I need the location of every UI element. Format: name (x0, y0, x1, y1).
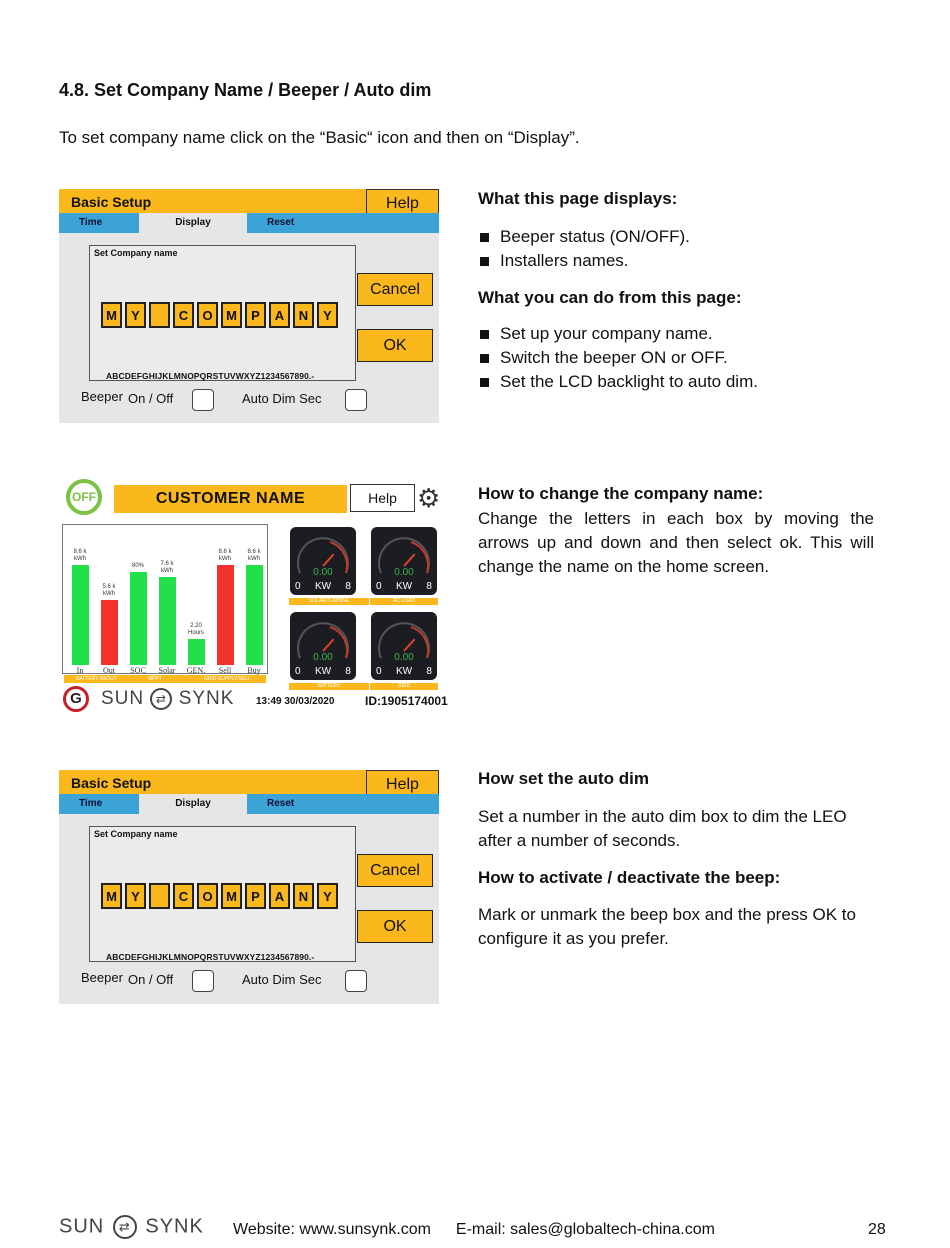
gauge-max: 8 (345, 666, 351, 677)
list-item: Set the LCD backlight to auto dim. (478, 370, 758, 394)
bar-category-label: Buy (247, 666, 261, 675)
gauge-unit: KW (314, 581, 332, 592)
on-off-label: On / Off (128, 972, 174, 987)
device-id: ID:1905174001 (365, 694, 448, 708)
footer-logo-synk: SYNK (145, 1215, 204, 1238)
heading-change-name: How to change the company name: (478, 484, 764, 503)
can-do-list (478, 322, 758, 394)
home-screen (59, 476, 449, 720)
logo-symbol-icon: ⇄ (113, 1215, 137, 1239)
help-button[interactable]: Help (366, 770, 439, 799)
tab-display[interactable]: Display (139, 213, 247, 235)
letter-box[interactable]: C (173, 302, 194, 328)
gauge-min: 0 (376, 581, 382, 592)
gauge-value: 0.00 (394, 652, 414, 663)
letter-box[interactable]: A (269, 302, 290, 328)
auto-dim-input[interactable] (345, 970, 367, 992)
tab-time[interactable]: Time (79, 217, 103, 228)
customer-name-banner: CUSTOMER NAME (114, 485, 347, 513)
bar-value-label: 2.20 Hours (187, 623, 204, 636)
gauge-unit: KW (314, 666, 332, 677)
beeper-checkbox[interactable] (192, 389, 214, 411)
footer-logo (59, 1215, 204, 1239)
company-name-label: Set Company name (94, 829, 178, 839)
displays-list (478, 225, 690, 273)
beeper-checkbox[interactable] (192, 970, 214, 992)
intro-text: To set company name click on the “Basic“ icon and then on “Display”. (59, 128, 580, 147)
letter-box[interactable]: O (197, 883, 218, 909)
setup-header: Basic Setup (59, 189, 366, 213)
letter-box[interactable]: Y (125, 883, 146, 909)
chart-bar (246, 565, 263, 665)
off-status-icon[interactable]: OFF (66, 479, 102, 515)
tab-reset[interactable]: Reset (267, 798, 295, 809)
footer-website[interactable]: Website: www.sunsynk.com (233, 1221, 431, 1238)
letter-box[interactable]: O (197, 302, 218, 328)
letter-box[interactable]: M (221, 302, 242, 328)
letter-boxes (101, 302, 338, 328)
bar-category-label: In (76, 666, 84, 675)
bar-category-label: Solar (158, 666, 176, 675)
letter-box[interactable]: Y (125, 302, 146, 328)
energy-bar-chart (62, 524, 268, 674)
chart-bar (217, 565, 234, 665)
list-item: Beeper status (ON/OFF). (478, 225, 690, 249)
company-name-box (89, 245, 356, 381)
gauge-scale (295, 666, 351, 677)
letter-box[interactable]: M (101, 883, 122, 909)
cancel-button[interactable]: Cancel (357, 854, 433, 887)
footer-logo-sun: SUN (59, 1215, 105, 1238)
letter-box[interactable] (149, 883, 170, 909)
power-gauge (371, 612, 437, 680)
alphabet-strip: ABCDEFGHIJKLMNOPQRSTUVWXYZ1234567890.- (106, 952, 315, 962)
letter-boxes (101, 883, 338, 909)
gear-icon[interactable]: ⚙ (417, 483, 441, 513)
on-off-label: On / Off (128, 391, 174, 406)
category-label: GRID SUPPLY/SELL (196, 675, 266, 683)
gauge-scale (376, 581, 432, 592)
gauge-min: 0 (295, 581, 301, 592)
auto-dim-text: Set a number in the auto dim box to dim the LEO after a number of seconds. (478, 807, 847, 850)
gauge-label: AC LOAD (370, 598, 438, 605)
bar-category-label: Sell (218, 666, 232, 675)
gauge-value: 0.00 (313, 652, 333, 663)
basic-setup-screen-2 (59, 770, 439, 1004)
gauge-unit: KW (395, 581, 413, 592)
bar-category-label: Out (103, 666, 115, 675)
page-number: 28 (868, 1221, 886, 1238)
bar-value-label: 5.6 k kWh (102, 584, 116, 597)
tab-display[interactable]: Display (139, 794, 247, 816)
bar-value-label: 8.6 k kWh (247, 549, 261, 562)
gauge-value: 0.00 (394, 567, 414, 578)
chart-bar (72, 565, 89, 665)
chart-bar (101, 600, 118, 665)
logo-synk: SYNK (178, 688, 235, 710)
letter-box[interactable]: A (269, 883, 290, 909)
auto-dim-input[interactable] (345, 389, 367, 411)
tab-time[interactable]: Time (79, 798, 103, 809)
gauge-min: 0 (295, 666, 301, 677)
bar-category-label: GEN. (186, 666, 206, 675)
gauge-scale (295, 581, 351, 592)
timestamp: 13:49 30/03/2020 (256, 696, 335, 707)
gauge-value: 0.00 (313, 567, 333, 578)
gauge-label: BATTERY (289, 683, 369, 690)
gauge-scale (376, 666, 432, 677)
beep-text: Mark or unmark the beep box and the press OK to configure it as you prefer. (478, 905, 856, 948)
ok-button[interactable]: OK (357, 910, 433, 943)
help-button[interactable]: Help (350, 484, 415, 512)
letter-box[interactable]: Y (317, 883, 338, 909)
list-item: Switch the beeper ON or OFF. (478, 346, 758, 370)
cancel-button[interactable]: Cancel (357, 273, 433, 306)
letter-box[interactable] (149, 302, 170, 328)
auto-dim-label: Auto Dim Sec (242, 391, 322, 406)
gauge-max: 8 (426, 666, 432, 677)
letter-box[interactable]: Y (317, 302, 338, 328)
letter-box[interactable]: N (293, 302, 314, 328)
letter-box[interactable]: C (173, 883, 194, 909)
chart-bar (130, 572, 147, 665)
setup-header: Basic Setup (59, 770, 366, 794)
chart-bar (188, 639, 205, 665)
bar-value-label: 8.6 k kWh (218, 549, 232, 562)
gauge-label: GRID (370, 683, 438, 690)
chart-bar (159, 577, 176, 665)
category-label: MPPT (136, 675, 196, 683)
list-item: Installers names. (478, 249, 690, 273)
company-name-label: Set Company name (94, 248, 178, 258)
section-title: 4.8. Set Company Name / Beeper / Auto dim (59, 80, 432, 100)
g-logo-icon: G (63, 686, 89, 712)
bar-value-label: 80% (131, 563, 144, 569)
auto-dim-label: Auto Dim Sec (242, 972, 322, 987)
bar-value-label: 7.6 k kWh (160, 561, 174, 574)
logo-sun: SUN (101, 688, 145, 710)
basic-setup-screen-1 (59, 189, 439, 423)
power-gauge (290, 527, 356, 595)
beeper-label: Beeper (81, 970, 123, 985)
gauge-min: 0 (376, 666, 382, 677)
bar-category-label: SOC (130, 666, 146, 675)
list-item: Set up your company name. (478, 322, 758, 346)
heading-beep: How to activate / deactivate the beep: (478, 868, 781, 887)
bar-value-label: 8.6 k kWh (73, 549, 87, 562)
ok-button[interactable]: OK (357, 329, 433, 362)
heading-page-displays: What this page displays: (478, 189, 678, 208)
heading-auto-dim: How set the auto dim (478, 769, 649, 788)
sunsynk-logo (101, 688, 234, 710)
footer-contact (233, 1221, 715, 1239)
company-name-box (89, 826, 356, 962)
help-button[interactable]: Help (366, 189, 439, 218)
category-label: BATTERY IN/OUT (64, 675, 136, 683)
gauge-max: 8 (345, 581, 351, 592)
setup-tabs (59, 794, 439, 814)
power-gauge (371, 527, 437, 595)
power-gauge (290, 612, 356, 680)
beeper-label: Beeper (81, 389, 123, 404)
gauge-max: 8 (426, 581, 432, 592)
tab-reset[interactable]: Reset (267, 217, 295, 228)
heading-can-do: What you can do from this page: (478, 288, 742, 307)
gauge-label: SOLAR/TURBINE (289, 598, 369, 605)
letter-box[interactable]: M (101, 302, 122, 328)
footer-email[interactable]: E-mail: sales@globaltech-china.com (455, 1221, 715, 1238)
change-name-text: Change the letters in each box by moving the arrows up and down and then select ok. This will change the name on the home screen. (478, 509, 874, 576)
letter-box[interactable]: P (245, 302, 266, 328)
alphabet-strip: ABCDEFGHIJKLMNOPQRSTUVWXYZ1234567890.- (106, 371, 315, 381)
logo-symbol-icon: ⇄ (150, 688, 172, 710)
setup-tabs (59, 213, 439, 233)
letter-box[interactable]: N (293, 883, 314, 909)
gauge-unit: KW (395, 666, 413, 677)
letter-box[interactable]: M (221, 883, 242, 909)
letter-box[interactable]: P (245, 883, 266, 909)
